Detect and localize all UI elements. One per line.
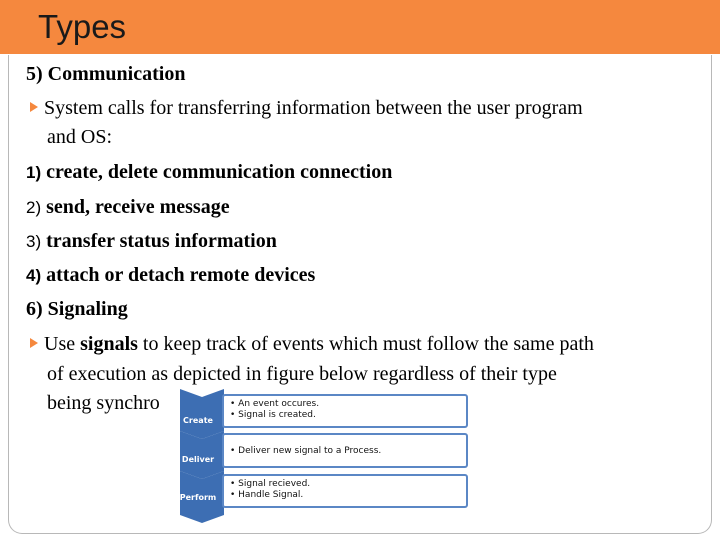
bullet-system-calls-line2: and OS:	[47, 126, 112, 148]
item-2	[26, 194, 230, 221]
section-6-title: Signaling	[47, 298, 128, 320]
section-5-number: 5)	[26, 63, 43, 85]
perform-bullet-2: • Handle Signal.	[230, 490, 304, 500]
bullet-signals-line2: of execution as depicted in figure below regardless of their type	[47, 363, 557, 385]
perform-bullet-1: • Signal recieved.	[230, 479, 311, 489]
create-label: Create	[183, 416, 213, 425]
section-6-number: 6)	[26, 298, 43, 320]
section-5-title: Communication	[47, 63, 186, 85]
item-4-text: attach or detach remote devices	[46, 264, 316, 286]
item-3-number: 3)	[26, 232, 42, 251]
create-bullet-1: • An event occures.	[230, 399, 320, 409]
section-6-heading	[26, 296, 128, 322]
bullet-marker-icon	[30, 338, 38, 348]
bullet-signals-line3: being synchro	[47, 392, 160, 414]
bullet-system-calls-line1: System calls for transferring information between the user program	[44, 97, 583, 119]
bullet-signals-bold: signals	[80, 333, 138, 355]
item-1-number: 1)	[26, 163, 42, 182]
perform-label: Perform	[179, 493, 217, 502]
deliver-bullet-1: • Deliver new signal to a Process.	[230, 446, 382, 456]
bullet-signals-post: to keep track of events which must follow the same path	[137, 333, 594, 355]
item-1-text: create, delete communication connection	[46, 161, 393, 183]
slide-title: Types	[38, 8, 127, 45]
bullet-signals	[28, 331, 594, 357]
item-2-number: 2)	[26, 198, 42, 217]
item-3	[26, 228, 277, 255]
deliver-label: Deliver	[181, 455, 215, 464]
create-chevron	[180, 389, 224, 439]
create-bullet-2: • Signal is created.	[230, 410, 316, 420]
item-3-text: transfer status information	[46, 230, 277, 252]
bullet-system-calls	[28, 95, 583, 121]
signal-lifecycle-diagram	[176, 389, 472, 525]
bullet-signals-pre: Use	[44, 333, 81, 355]
deliver-stage-box	[222, 433, 468, 468]
item-2-text: send, receive message	[46, 196, 230, 218]
section-5-heading	[26, 61, 185, 87]
item-4-number: 4)	[26, 266, 42, 285]
create-stage-box	[222, 394, 468, 428]
title-bar	[0, 0, 720, 54]
item-4	[26, 262, 315, 289]
bullet-marker-icon	[30, 102, 38, 112]
perform-stage-box	[222, 474, 468, 508]
item-1	[26, 159, 392, 186]
